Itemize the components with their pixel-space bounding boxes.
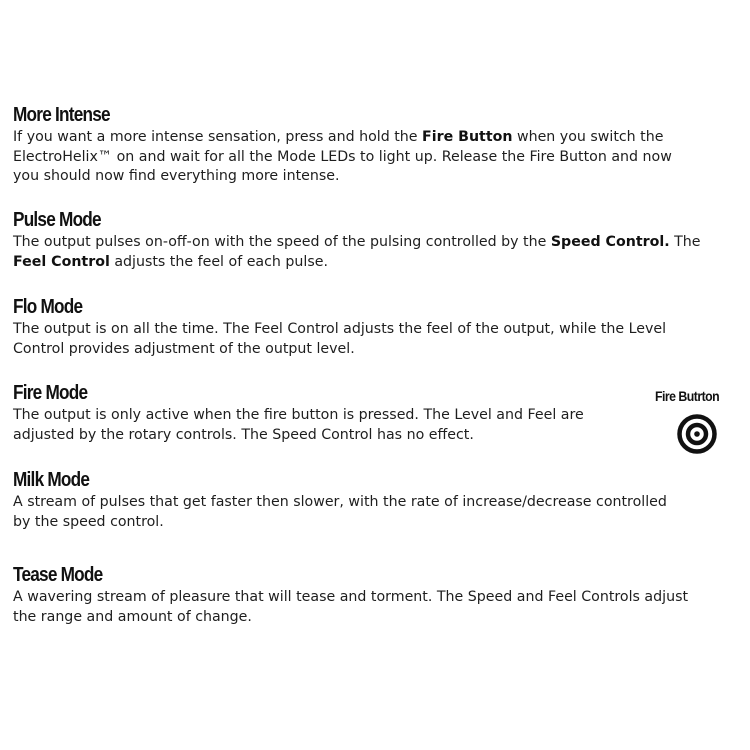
bold-term: Fire Button	[422, 129, 513, 145]
bold-term: Feel Control	[13, 253, 110, 270]
section-body	[13, 493, 667, 532]
body-line: A stream of pulses that get faster then slower, with the rate of increase/decrease controlled	[13, 494, 667, 510]
section-pulse-mode	[13, 209, 701, 272]
section-tease-mode	[13, 564, 688, 627]
body-line: the range and amount of change.	[13, 608, 252, 625]
body-line: Feel Control adjusts the feel of each pulse.	[13, 253, 328, 270]
body-line: ElectroHelix™ on and wait for all the Mode LEDs to light up. Release the Fire Button and now	[13, 148, 672, 165]
body-line: adjusted by the rotary controls. The Speed Control has no effect.	[13, 426, 474, 443]
section-body	[13, 320, 666, 359]
fire-button-label: Fire Butrton	[655, 388, 720, 404]
section-body	[13, 406, 584, 445]
section-heading: Flo Mode	[13, 296, 83, 318]
body-line: The output pulses on-off-on with the speed of the pulsing controlled by the Speed Control. The	[13, 234, 701, 250]
section-heading: Milk Mode	[13, 469, 90, 491]
section-heading: Pulse Mode	[13, 209, 101, 231]
body-line: The output is on all the time. The Feel Control adjusts the feel of the output, while the Level	[13, 321, 667, 337]
section-more-intense	[13, 104, 672, 187]
target-icon	[676, 413, 718, 455]
body-line: A wavering stream of pleasure that will tease and torment. The Speed and Feel Controls adjust	[13, 589, 689, 605]
body-line: If you want a more intense sensation, press and hold the Fire Button when you switch the	[13, 129, 664, 145]
section-heading: More Intense	[13, 104, 110, 126]
section-flo-mode	[13, 296, 666, 359]
body-line: Control provides adjustment of the output level.	[13, 340, 355, 357]
section-heading: Tease Mode	[13, 564, 103, 586]
body-line: by the speed control.	[13, 513, 164, 530]
section-body	[13, 233, 701, 272]
section-milk-mode	[13, 469, 667, 532]
section-body	[13, 588, 688, 627]
section-heading: Fire Mode	[13, 382, 88, 404]
section-fire-mode	[13, 382, 584, 445]
body-line: you should now find everything more intense.	[13, 168, 340, 184]
bold-term: Speed Control.	[550, 234, 670, 250]
section-body	[13, 128, 672, 187]
body-line: The output is only active when the fire button is pressed. The Level and Feel are	[13, 407, 584, 423]
